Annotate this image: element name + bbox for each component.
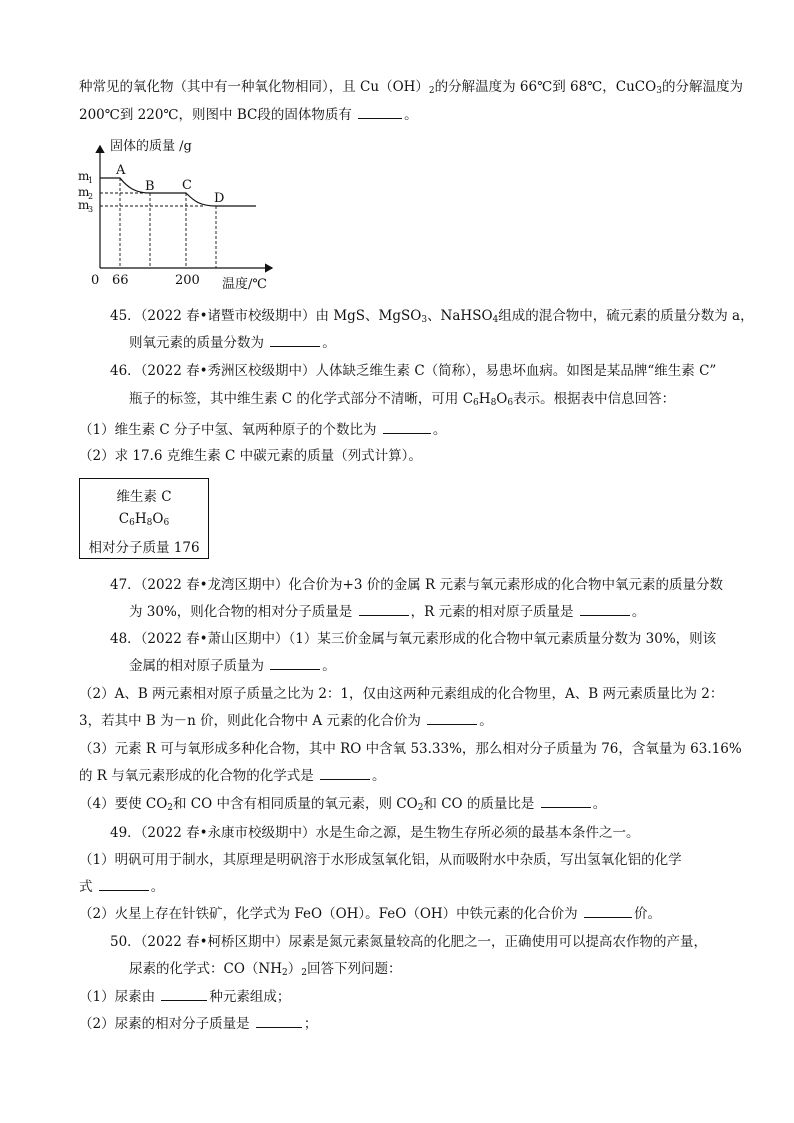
q49-part-1-line-2: 式 。 [79, 879, 165, 895]
y-axis-label: 固体的质量 /g [110, 139, 192, 154]
q48-part-4: （4）要使 $CO_2$和 CO 中含有相同质量的氧元素，则 $CO_2$和 CO 的质量比是 。 [79, 796, 607, 813]
svg-text:m: m [78, 185, 90, 199]
x-tick-0: 0 [91, 273, 100, 288]
vitamin-c-label [79, 478, 209, 559]
answer-blank[interactable] [427, 712, 477, 725]
svg-text:m: m [78, 198, 90, 212]
q50-part-2: （2）尿素的相对分子质量是 ； [79, 1016, 318, 1032]
point-B: B [145, 179, 155, 194]
q49-part-1-line-1: （1）明矾可用于制水，其原理是明矾溶于水形成氢氧化铝，从而吸附水中杂质，写出氢氧化铝的化学 [79, 852, 682, 868]
answer-blank[interactable] [270, 657, 320, 670]
q47-line-2: 为 30%，则化合物的相对分子质量是 ，R 元素的相对原子质量是 。 [129, 604, 646, 620]
point-D: D [214, 191, 225, 206]
answer-blank[interactable] [161, 988, 207, 1001]
mass-temperature-chart [76, 136, 286, 292]
answer-blank[interactable] [541, 795, 591, 808]
intro-line-1: 种常见的氧化物（其中有一种氧化物相同），且 $Cu(OH)_2$的分解温度为 66℃到 68℃，CuCO$_3$的分解温度为 [79, 79, 743, 96]
answer-blank[interactable] [580, 603, 630, 616]
answer-blank[interactable] [383, 421, 431, 434]
answer-blank[interactable] [99, 878, 149, 891]
point-A: A [116, 163, 126, 178]
q46-part-2: （2）求 17.6 克维生素 C 中碳元素的质量（列式计算）。 [79, 448, 422, 464]
svg-text:m: m [78, 169, 90, 183]
q50-part-1: （1）尿素由 种元素组成； [79, 989, 291, 1005]
svg-text:1: 1 [88, 176, 94, 185]
mass-curve [100, 178, 256, 206]
q45-line-2: 则氧元素的质量分数为 。 [129, 335, 336, 351]
label-formula: $C_6H_8O_6$ [118, 511, 170, 528]
x-tick-200: 200 [175, 273, 200, 288]
q48-part-2-line-1: （2）A、B 两元素相对原子质量之比为 2：1，仅由这两种元素组成的化合物里，A、B 两元素质量比为 2： [79, 686, 724, 702]
answer-blank[interactable] [359, 603, 409, 616]
label-mass: 相对分子质量 176 [88, 540, 200, 556]
q50-line-2: 尿素的化学式：$CO(NH_2)_2$回答下列问题： [129, 961, 402, 978]
q46-line-1: 46．（2022 春•秀洲区校级期中）人体缺乏维生素 C（简称），易患坏血病。如图是某品牌“维生素 C” [110, 363, 717, 379]
point-C: C [182, 178, 192, 193]
answer-blank[interactable] [584, 905, 632, 918]
answer-blank[interactable] [358, 106, 402, 119]
q48-part-3-line-2: 的 R 与氧元素形成的化合物的化学式是 。 [79, 768, 386, 784]
q46-part-1: （1）维生素 C 分子中氢、氧两种原子的个数比为 。 [79, 422, 447, 438]
q47-line-1: 47．（2022 春•龙湾区期中）化合价为+3 价的金属 R 元素与氧元素形成的化合物中氧元素的质量分数 [110, 577, 723, 593]
svg-text:2: 2 [88, 192, 94, 201]
q46-line-2: 瓶子的标签，其中维生素 C 的化学式部分不清晰，可用 $C_6H_8O_6$表示。根据表中信息回答： [129, 391, 676, 408]
q48-line-1: 48．（2022 春•萧山区期中）（1）某三价金属与氧元素形成的化合物中氧元素质量分数为 30%，则该 [110, 631, 717, 647]
q48-part-3-line-1: （3）元素 R 可与氧形成多种化合物，其中 RO 中含氧 53.33%，那么相对分子质量为 76，含氧量为 63.16% [79, 741, 742, 757]
answer-blank[interactable] [256, 1015, 302, 1028]
q48-part-2-line-2: 3，若其中 B 为－n 价，则此化合物中 A 元素的化合价为 。 [79, 713, 493, 729]
q48-line-2: 金属的相对原子质量为 。 [129, 658, 336, 674]
x-axis-label: 温度/℃ [222, 277, 267, 292]
q49-part-2: （2）火星上存在针铁矿，化学式为 FeO（OH）。FeO（OH）中铁元素的化合价为 价。 [79, 906, 661, 922]
svg-text:3: 3 [88, 205, 94, 214]
intro-line-2: 200℃到 220℃，则图中 BC段的固体物质有 。 [79, 107, 418, 123]
label-title: 维生素 C [116, 489, 172, 505]
q45-line-1: 45．（2022 春•诸暨市校级期中）由 MgS、MgSO$_3$、NaHSO$_4$组成的混合物中，硫元素的质量分数为 a， [110, 308, 754, 325]
answer-blank[interactable] [270, 334, 320, 347]
q49-line-1: 49．（2022 春•永康市校级期中）水是生命之源，是生物生存所必须的最基本条件之一。 [110, 825, 640, 841]
x-tick-66: 66 [112, 273, 129, 288]
answer-blank[interactable] [320, 767, 370, 780]
q50-line-1: 50．（2022 春•柯桥区期中）尿素是氮元素氮量较高的化肥之一，正确使用可以提高农作物的产量， [110, 934, 708, 950]
y-tick-m1 [78, 169, 93, 185]
